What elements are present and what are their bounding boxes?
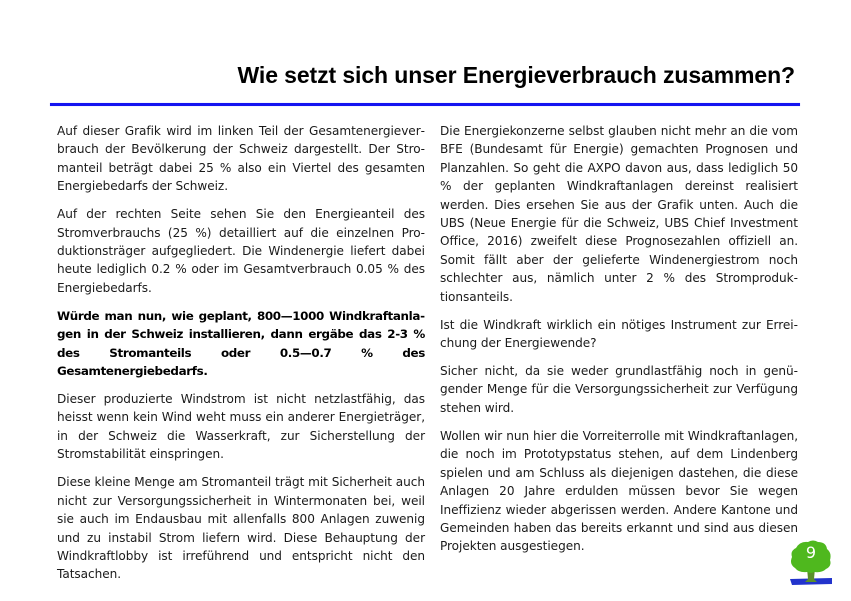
- paragraph: Wollen wir nun hier die Vorreiterrolle mit Windkraftanlagen, die noch im Prototypstatus stehen, auf dem Lindenberg spielen und am Schluss als diejenigen dastehen, die diese Anlagen 20 Jahre erdulden müssen bevor Sie wegen Ineffizienz wieder abgerissen werden. Andere Kantone und Gemeinden haben das bereits erkannt und sind aus diesen Projekten ausgestiegen.: [440, 428, 798, 554]
- paragraph: Auf der rechten Seite sehen Sie den Energieanteil des Stromverbrauchs (25 %) detailliert auf die einzelnen Produktionsträger aufgegliedert. Die Windenergie liefert dabei heute lediglich 0.2 % oder im Gesamtverbrauch 0.05 % des Energiebedarfs.: [57, 207, 425, 295]
- paragraph: Sicher nicht, da sie weder grundlastfähig noch in genügender Menge für die Versorgungssicherheit zur Verfügung stehen wird.: [440, 364, 798, 415]
- paragraph: Dieser produzierte Windstrom ist nicht netzlastfähig, das heisst wenn kein Wind weht muss ein anderer Energieträger, in der Schweiz die Wasserkraft, zur Sicherstellung der Stromstabilität einspringen.: [57, 392, 425, 462]
- paragraph: Auf dieser Grafik wird im linken Teil der Gesamtenergieverbrauch der Bevölkerung der Schweiz dargestellt. Der Stromanteil beträgt dabei 25 % also ein Viertel des gesamten Energiebedarfs der Schweiz.: [57, 124, 425, 194]
- paragraph: Diese kleine Menge am Stromanteil trägt mit Sicherheit auch nicht zur Versorgungssicherheit in Wintermonaten bei, weil sie auch im Endausbau mit allenfalls 800 Anlagen zuwenig und zu instabil Strom liefern wird. Diese Behauptung der Windkraftlobby ist irreführend und entspricht nicht den Tatsachen.: [57, 475, 425, 582]
- right-column: [440, 122, 798, 565]
- title-divider: [50, 103, 800, 106]
- page-title: Wie setzt sich unser Energieverbrauch zusammen?: [237, 62, 795, 88]
- page-number-badge: [786, 538, 836, 588]
- highlight-paragraph: Würde man nun, wie geplant, 800—1000 Windkraftanlagen in der Schweiz installieren, dann ergäbe das 2-3 % des Stromanteils oder 0.5—0.7 % des Gesamtenergiebedarfs.: [57, 308, 425, 379]
- left-column: [57, 122, 425, 593]
- question-paragraph: Ist die Windkraft wirklich ein nötiges Instrument zur Erreichung der Energiewende?: [440, 317, 798, 351]
- paragraph: Die Energiekonzerne selbst glauben nicht mehr an die vom BFE (Bundesamt für Energie) gemachten Prognosen und Planzahlen. So geht die AXPO davon aus, dass lediglich 50 % der geplanten Windkraftanlagen dereinst realisiert werden. Dies ersehen Sie aus der Grafik unten. Auch die UBS (Neue Energie für die Schweiz, UBS Chief Investment Office, 2016) zweifelt diese Prognosezahlen offiziell an. Somit fällt aber der gelieferte Windenergiestrom noch schlechter aus, nämlich unter 2 % des Stromproduktionsanteils.: [440, 124, 798, 304]
- page-number: 9: [805, 543, 817, 562]
